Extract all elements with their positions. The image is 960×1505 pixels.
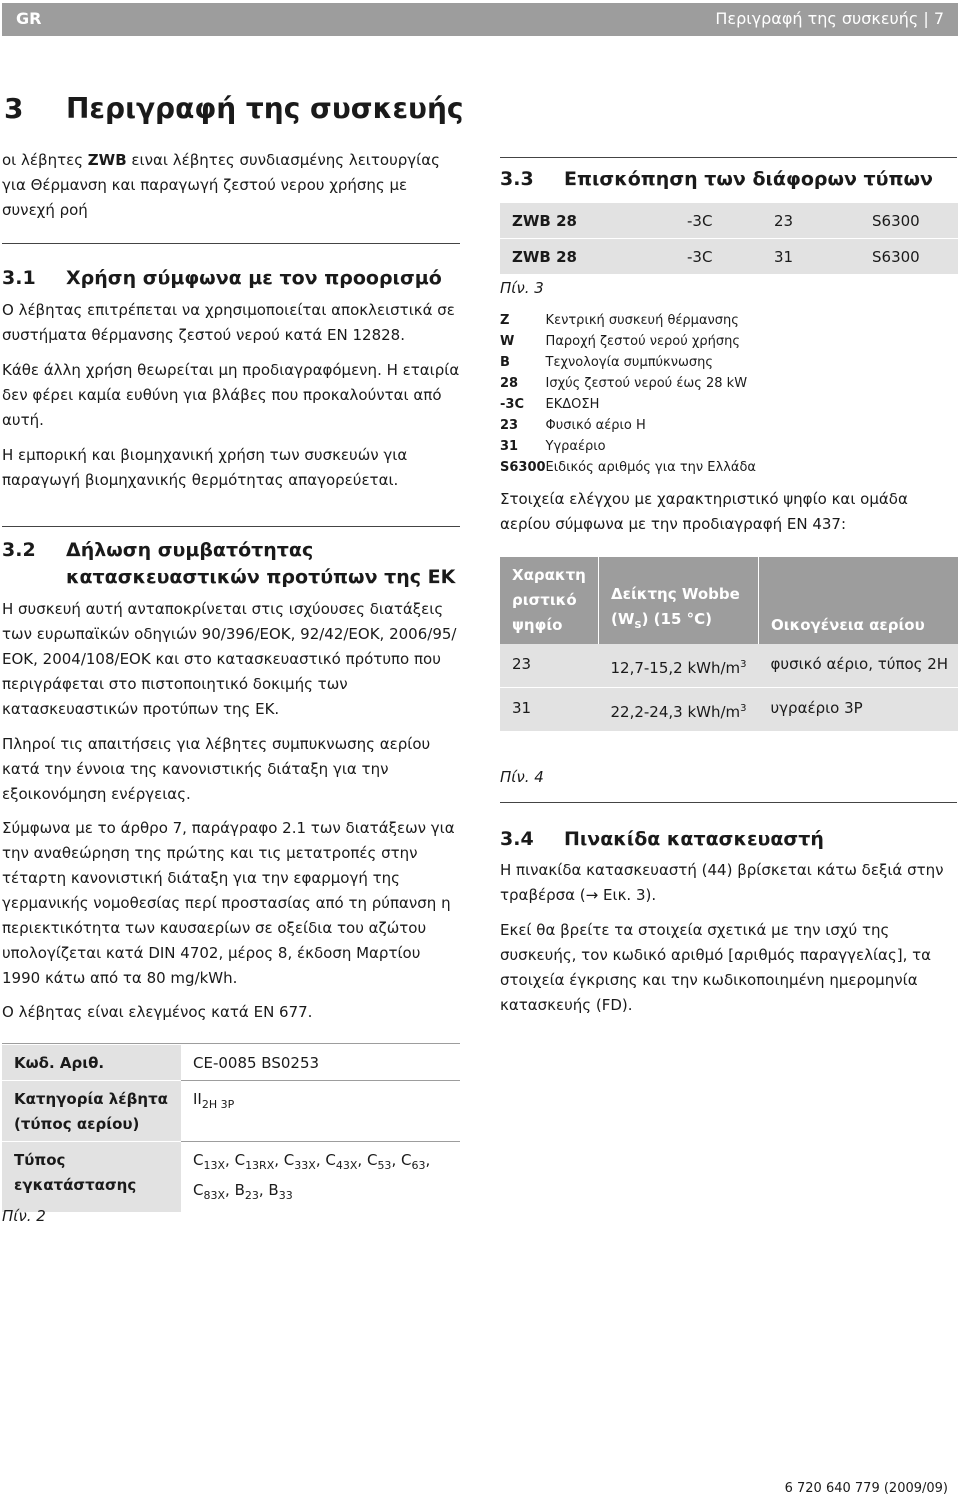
header-wobbe: Δείκτης Wobbe $(W_S)$ (15 °C) [599,557,759,644]
table-row: ZWB 28 -3C 23 S6300 [500,203,958,239]
section-3-2-p3: Σύμφωνα με το άρθρο 7, παράγραφο 2.1 των διατάξεων για την αναθεώρηση της πρώτης και τις μετατροπές στην τέταρτη κανονιστική διάταξη για την εφαρμογή της γερμανικής νομοθεσίας περί προστασίας από τη ρύπανση η περιεκτικότητα των καυσαερίων σε οξείδια του αζώτου υπολογίζεται κατά DIN 4702, μέρος 8, έκδοση Μαρτίου 1990 κάτω από τα 80 mg/kWh. [2,819,455,987]
legend-item: B Τεχνολογία συμπύκνωσης [500,355,713,370]
installation-type: $B_{33}$ [268,1181,293,1202]
divider [500,802,957,803]
header-digit: Χαρακτη ριστικό ψηφίο [500,557,599,644]
header-family: Οικογένεια αερίου [759,557,959,644]
legend-item: 31 Υγραέριο [500,439,606,454]
header-section-page: Περιγραφή της συσκευής | 7 [715,9,944,28]
language-code: GR [16,9,42,28]
section-3-1-p1: Ο λέβητας επιτρέπεται να χρησιμοποιείται αποκλειστικά σε συστήματα θέρμανσης ζεστού νερού κατά EN 12828. [2,301,455,344]
legend-item: W Παροχή ζεστού νερού χρήσης [500,334,741,349]
legend-item: Z Κεντρική συσκευή θέρμανσης [500,313,739,328]
section-3-4-title: 3.4 Πινακίδα κατασκευαστή [500,828,824,850]
legend-item: 23 Φυσικό αέριο H [500,418,646,433]
table-row: ZWB 28 -3C 31 S6300 [500,239,958,275]
chapter-title: 3 Περιγραφή της συσκευής [4,92,464,125]
table-row: Τύπος εγκατάστασης $C_{13X}$, $C_{13RX}$, $C_{33X}$, $C_{43X}$, $C_{53}$, $C_{63}$, $C_{83X}$, $B_{23}$, $B_{33}$ [2,1142,460,1213]
installation-type: $C_{53}$ [366,1151,392,1172]
legend-item: S6300 Ειδικός αριθμός για την Ελλάδα [500,460,756,475]
divider [2,1043,460,1044]
table-row: 31 22,2-24,3 kWh/$m^3$ υγραέριο 3P [500,688,958,732]
section-3-2-title: 3.2 Δήλωση συμβατότητας κατασκευαστικών προτύπων της ΕΚ [2,539,456,588]
section-3-2-p4: Ο λέβητας είναι ελεγμένος κατά EN 677. [2,1003,313,1021]
section-3-3-title: 3.3 Επισκόπηση των διάφορων τύπων [500,168,933,190]
section-3-1-p3: Η εμπορική και βιομηχανική χρήση των συσκευών για παραγωγή βιομηχανικής θερμότητας απαγορεύεται. [2,446,408,489]
table-row: 23 12,7-15,2 kWh/$m^3$ φυσικό αέριο, τύπος 2H [500,644,958,688]
divider [2,243,460,244]
table-caption-3: Πίν. 3 [500,279,544,297]
document-number: 6 720 640 779 (2009/09) [784,1481,948,1496]
section-3-2-p2: Πληροί τις απαιτήσεις για λέβητες συμπυκνωσης αερίου κατά την έννοια της κανονιστικής διάταξη για την εξοικονόμηση ενέργειας. [2,735,431,803]
installation-type: $C_{13RX}$ [234,1151,275,1172]
installation-type: $C_{13X}$ [193,1151,226,1172]
section-3-1-p2: Κάθε άλλη χρήση θεωρείται μη προδιαγραφόμενη. Η εταιρία δεν φέρει καμία ευθύνη για βλάβες που προκαλούνται από αυτή. [2,361,460,429]
section-3-2-p1: Η συσκευή αυτή ανταποκρίνεται στις ισχύουσες διατάξεις των ευρωπαϊκών οδηγιών 90/396/ΕΟΚ, 92/42/ΕΟΚ, 2006/95/ΕΟΚ, 2004/108/ΕΟΚ και στο κατασκευαστικό πρότυπο που περιγράφεται στο πιστοποιητικό δοκιμής των κατασκευαστικών προτύπων της ΕΚ. [2,600,457,718]
section-3-4-p2: Εκεί θα βρείτε τα στοιχεία σχετικά με την ισχύ της συσκευής, τον κωδικό αριθμό [αριθμός παραγγελίας], τα στοιχεία έγκρισης και την κωδικοποιημένη ημερομηνία κατασκευής (FD). [500,921,932,1014]
section-3-4-p1: Η πινακίδα κατασκευαστή (44) βρίσκεται κάτω δεξιά στην τραβέρσα (→ Εικ. 3). [500,861,944,904]
rating-plate-table [2,1045,460,1212]
page-header [2,3,958,36]
table-caption-4: Πίν. 4 [500,768,544,786]
arrow-right-icon: → [585,886,599,904]
divider [500,157,957,158]
gas-family-table [500,557,958,731]
table-row: Κατηγορία λέβητα (τύπος αερίου) $II_{2H 3P}$ [2,1081,460,1142]
table-caption-2: Πίν. 2 [2,1207,46,1225]
installation-types: $C_{13X}$, $C_{13RX}$, $C_{33X}$, $C_{43X}$, $C_{53}$, $C_{63}$, $C_{83X}$, $B_{23}$, $B_{33}$ [181,1142,460,1213]
installation-type: $B_{23}$ [234,1181,259,1202]
type-legend [500,313,958,481]
section-3-3-p1: Στοιχεία ελέγχου με χαρακτηριστικό ψηφίο και ομάδα αερίου σύμφωνα με την προδιαγραφή EN 437: [500,490,908,533]
legend-item: 28 Ισχύς ζεστού νερού έως 28 kW [500,376,748,391]
divider [2,526,460,527]
legend-item: -3C ΕΚΔΟΣΗ [500,397,600,412]
intro-paragraph: οι λέβητες ZWB ειναι λέβητες συνδιασμένης λειτουργίας για Θέρμανση και παραγωγή ζεστού νερου χρήσης με συνεχή ροή [2,151,440,219]
type-overview-table [500,203,958,274]
section-3-1-title: 3.1 Χρήση σύμφωνα με τον προορισμό [2,267,442,289]
installation-type: $C_{83X}$ [193,1181,226,1202]
table-header-row [500,557,958,644]
installation-type: $C_{63}$ [400,1151,426,1172]
table-row: Κωδ. Αριθ. CE-0085 BS0253 [2,1045,460,1081]
installation-type: $C_{33X}$ [283,1151,316,1172]
installation-type: $C_{43X}$ [325,1151,358,1172]
